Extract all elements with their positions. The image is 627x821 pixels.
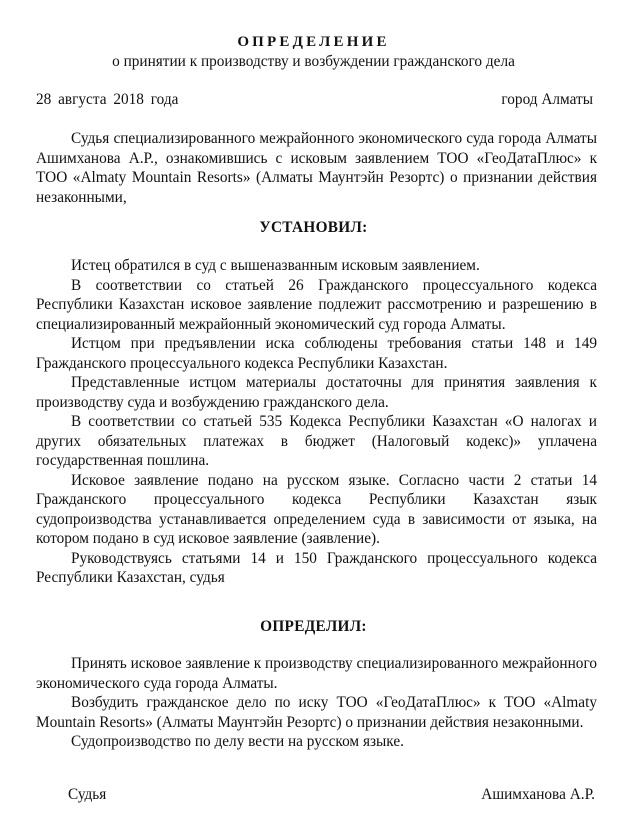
- heading-established: УСТАНОВИЛ:: [259, 219, 368, 236]
- established-paragraph: В соответствии со статьей 535 Кодекса Республики Казахстан «О налогах и других обязательных платежах в бюджет (Налоговый кодекс)» уплачена государственная пошлина.: [36, 413, 597, 469]
- established-paragraph: Истцом при предъявлении иска соблюдены требования статьи 148 и 149 Гражданского процессуального кодекса Республики Казахстан.: [36, 335, 597, 372]
- document-city: город Алматы: [501, 91, 593, 108]
- decided-paragraph: Возбудить гражданское дело по иску ТОО «ГеоДатаПлюс» к ТОО «Almaty Mountain Resorts» (Алматы Маунтэйн Резортс) о признании действия незаконными.: [36, 694, 597, 731]
- decided-block: [36, 654, 597, 752]
- signature-name: Ашимханова А.Р.: [481, 786, 595, 803]
- heading-decided: ОПРЕДЕЛИЛ:: [260, 618, 367, 635]
- decided-paragraph: Судопроизводство по делу вести на русском языке.: [71, 733, 404, 750]
- established-paragraph: Исковое заявление подано на русском языке. Согласно части 2 статьи 14 Гражданского процессуального кодекса Республики Казахстан язык судопроизводства устанавливается определением суда в зависимости от языка, на котором подано в суд исковое заявление (заявление).: [36, 471, 597, 547]
- established-paragraph: В соответствии со статьей 26 Гражданского процессуального кодекса Республики Казахстан исковое заявление подлежит рассмотрению и разрешению в специализированный межрайонный экономический суд города Алматы.: [36, 276, 597, 333]
- document-title: ОПРЕДЕЛЕНИЕ: [237, 34, 390, 50]
- intro-block: [36, 129, 597, 207]
- decided-paragraph: Принять исковое заявление к производству специализированного межрайонного экономического суда города Алматы.: [36, 655, 597, 692]
- document-date: 28 августа 2018 года: [36, 91, 179, 108]
- established-paragraph: Представленные истцом материалы достаточны для принятия заявления к производству суда и возбуждению гражданского дела.: [36, 374, 597, 411]
- signature-label: Судья: [68, 786, 107, 803]
- established-paragraph: Истец обратился в суд с вышеназванным исковым заявлением.: [71, 257, 480, 274]
- document-subtitle: о принятии к производству и возбуждении гражданского дела: [112, 53, 515, 70]
- established-paragraph: Руководствуясь статьями 14 и 150 Гражданского процессуального кодекса Республики Казахстан, судья: [36, 549, 597, 586]
- established-block: [36, 256, 597, 588]
- intro-paragraph: Судья специализированного межрайонного экономического суда города Алматы Ашимханова А.Р., ознакомившись с исковым заявлением ТОО «ГеоДатаПлюс» к ТОО «Almaty Mountain Resorts» (Алматы Маунтэйн Резортс) о признании действия незаконными,: [36, 130, 597, 206]
